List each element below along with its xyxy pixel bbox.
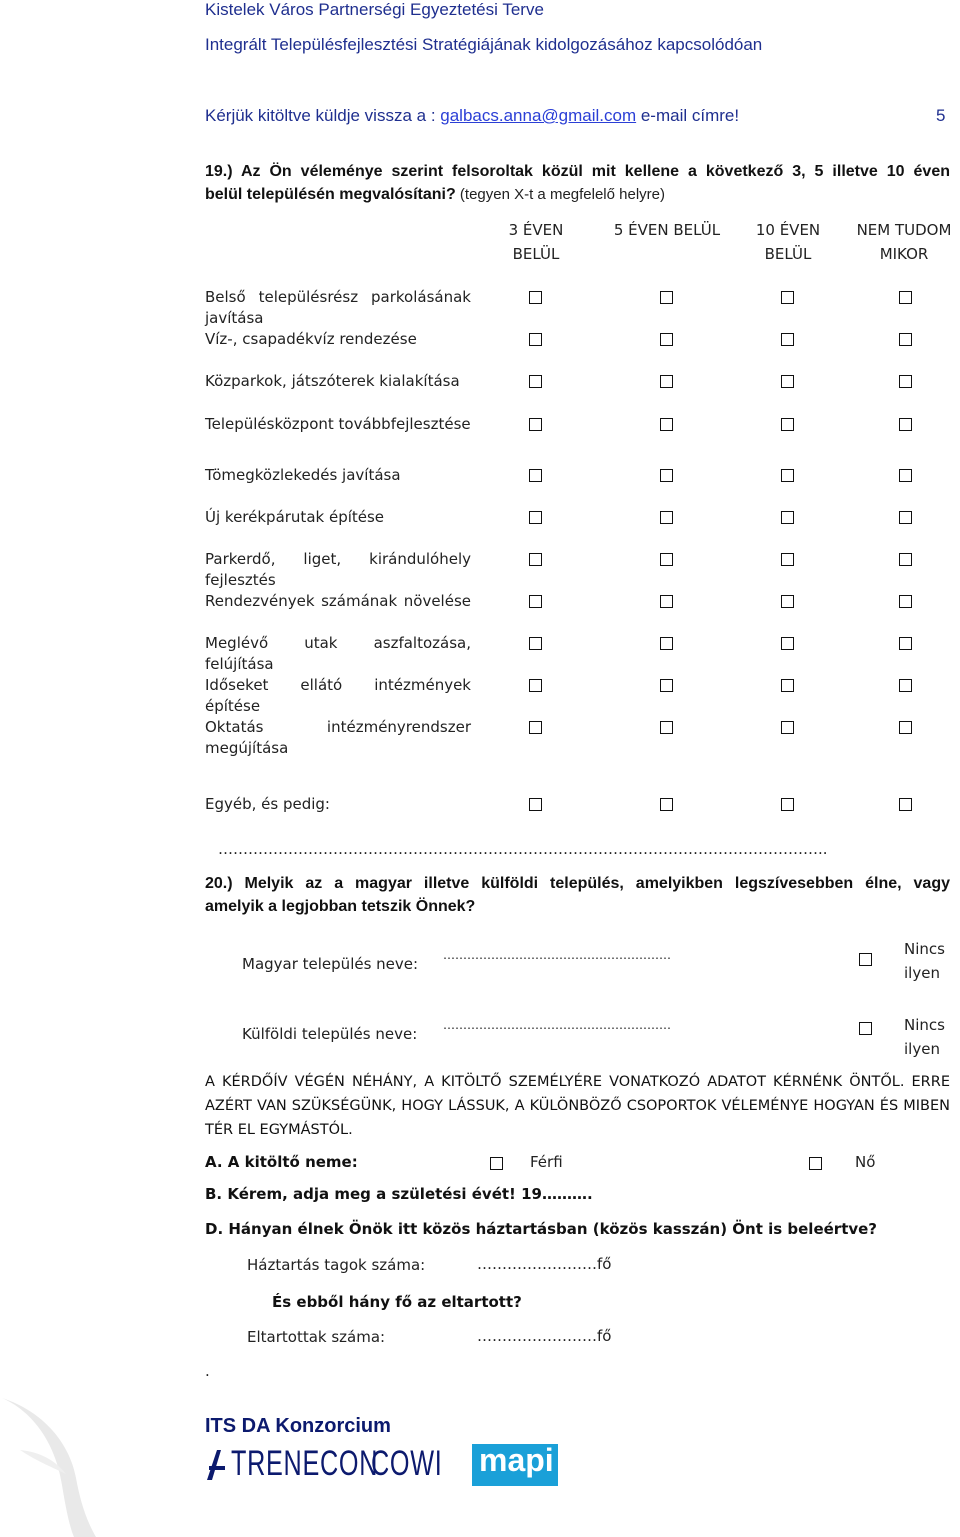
checkbox-elderly-3y[interactable] [529, 679, 542, 692]
checkbox-female[interactable] [809, 1157, 822, 1170]
col-header-unknown-l2: MIKOR [879, 245, 929, 263]
row-label-education: Oktatás intézményrendszer megújítása [205, 718, 471, 757]
page-number: 5 [936, 106, 946, 125]
no-hungarian-l2: ilyen [904, 964, 940, 982]
checkbox-center-5y[interactable] [660, 418, 673, 431]
no-foreign-l1: Nincs [904, 1016, 945, 1034]
checkbox-education-10y[interactable] [781, 721, 794, 734]
trenecon-cowi-logo [205, 1444, 443, 1483]
checkbox-bikepaths-5y[interactable] [660, 511, 673, 524]
household-members-input[interactable]: ……………………fő [477, 1255, 612, 1273]
trenecon-wordmark: TRENECON [231, 1444, 379, 1483]
dependents-input[interactable]: ……………………fő [477, 1327, 612, 1345]
dependents-label: Eltartottak száma: [247, 1328, 386, 1346]
checkbox-other-5y[interactable] [660, 798, 673, 811]
col-header-unknown [848, 218, 960, 266]
row-label-elderly: Időseket ellátó intézmények építése [205, 676, 471, 715]
row-label-roads: Meglévő utak aszfaltozása, felújítása [205, 634, 471, 673]
row-label-bikepaths: Új kerékpárutak építése [205, 508, 385, 526]
checkbox-parks-10y[interactable] [781, 375, 794, 388]
col-header-3 [486, 218, 586, 266]
row-label-forest: Parkerdő, liget, kirándulóhely fejlesztés [205, 550, 471, 589]
q20-line2: amelyik a legjobban tetszik Önnek? [205, 898, 476, 915]
q19-line2-bold: belül településén megvalósítani? [205, 186, 456, 203]
checkbox-roads-3y[interactable] [529, 637, 542, 650]
checkbox-elderly-5y[interactable] [660, 679, 673, 692]
checkbox-forest-10y[interactable] [781, 553, 794, 566]
checkbox-roads-10y[interactable] [781, 637, 794, 650]
checkbox-events-unknown[interactable] [899, 595, 912, 608]
bird-watermark-icon [0, 1390, 110, 1537]
male-label: Férfi [530, 1153, 563, 1171]
checkbox-elderly-10y[interactable] [781, 679, 794, 692]
checkbox-transit-10y[interactable] [781, 469, 794, 482]
checkbox-bikepaths-3y[interactable] [529, 511, 542, 524]
no-foreign-l2: ilyen [904, 1040, 940, 1058]
dependents-question: És ebből hány fő az eltartott? [272, 1293, 522, 1311]
return-instruction [205, 106, 739, 126]
checkbox-events-3y[interactable] [529, 595, 542, 608]
checkbox-water-3y[interactable] [529, 333, 542, 346]
checkbox-roads-unknown[interactable] [899, 637, 912, 650]
row-label-events: Rendezvények számának növelése [205, 592, 471, 610]
row-label-parks: Közparkok, játszóterek kialakítása [205, 372, 460, 390]
checkbox-transit-5y[interactable] [660, 469, 673, 482]
return-prefix: Kérjük kitöltve küldje vissza a : [205, 106, 441, 125]
q19-line1: 19.) Az Ön véleménye szerint felsoroltak közül mit kellene a következő 3, 5 illetve 10 éven [205, 163, 950, 180]
row-label-transit: Tömegközlekedés javítása [205, 466, 401, 484]
no-foreign-label [904, 1013, 945, 1061]
email-link[interactable]: galbacs.anna@gmail.com [440, 106, 637, 125]
checkbox-transit-3y[interactable] [529, 469, 542, 482]
row-label-parking: Belső településrész parkolásának javítása [205, 288, 471, 327]
household-members-label: Háztartás tagok száma: [247, 1256, 426, 1274]
checkbox-education-3y[interactable] [529, 721, 542, 734]
checkbox-events-5y[interactable] [660, 595, 673, 608]
checkbox-education-unknown[interactable] [899, 721, 912, 734]
q20-line1: 20.) Melyik az a magyar illetve külföldi település, amelyikben legszívesebben élne, vagy [205, 875, 950, 892]
row-label-water: Víz-, csapadékvíz rendezése [205, 330, 417, 348]
header-title-line2: Integrált Településfejlesztési Stratégiájának kidolgozásához kapcsolódóan [205, 35, 763, 54]
col-header-5-l1: 5 ÉVEN BELÜL [613, 221, 721, 239]
checkbox-parking-3y[interactable] [529, 291, 542, 304]
hungarian-town-input[interactable]: ………………………………………………… [443, 948, 671, 962]
col-header-10-l1: 10 ÉVEN [755, 221, 821, 239]
q19-instruction: (tegyen X-t a megfelelő helyre) [455, 186, 666, 203]
checkbox-center-10y[interactable] [781, 418, 794, 431]
q19-line2 [205, 183, 950, 206]
no-hungarian-label [904, 937, 945, 985]
checkbox-parks-3y[interactable] [529, 375, 542, 388]
checkbox-bikepaths-unknown[interactable] [899, 511, 912, 524]
gender-label: A. A kitöltő neme: [205, 1153, 358, 1171]
checkbox-center-3y[interactable] [529, 418, 542, 431]
checkbox-water-5y[interactable] [660, 333, 673, 346]
foreign-town-input[interactable]: ………………………………………………… [443, 1018, 671, 1032]
hungarian-town-label: Magyar település neve: [242, 955, 419, 973]
checkbox-education-5y[interactable] [660, 721, 673, 734]
checkbox-other-unknown[interactable] [899, 798, 912, 811]
col-header-10-l2: BELÜL [764, 245, 812, 263]
checkbox-forest-3y[interactable] [529, 553, 542, 566]
checkbox-no-foreign[interactable] [859, 1022, 872, 1035]
mapi-wordmark: mapi [479, 1442, 554, 1478]
checkbox-other-10y[interactable] [781, 798, 794, 811]
checkbox-water-10y[interactable] [781, 333, 794, 346]
checkbox-forest-5y[interactable] [660, 553, 673, 566]
col-header-10 [738, 218, 838, 266]
row-label-other: Egyéb, és pedig: [205, 795, 330, 813]
cowi-wordmark: COWI [371, 1444, 443, 1483]
checkbox-elderly-unknown[interactable] [899, 679, 912, 692]
checkbox-center-unknown[interactable] [899, 418, 912, 431]
checkbox-male[interactable] [490, 1157, 503, 1170]
row-label-center: Településközpont továbbfejlesztése [205, 415, 471, 433]
trenecon-mark-icon [205, 1448, 229, 1482]
checkbox-parks-unknown[interactable] [899, 375, 912, 388]
checkbox-bikepaths-10y[interactable] [781, 511, 794, 524]
checkbox-water-unknown[interactable] [899, 333, 912, 346]
checkbox-transit-unknown[interactable] [899, 469, 912, 482]
col-header-unknown-l1: NEM TUDOM [856, 221, 952, 239]
checkbox-other-3y[interactable] [529, 798, 542, 811]
foreign-town-label: Külföldi település neve: [242, 1025, 418, 1043]
household-question: D. Hányan élnek Önök itt közös háztartásban (közös kasszán) Önt is beleértve? [205, 1220, 878, 1238]
checkbox-parking-10y[interactable] [781, 291, 794, 304]
checkbox-parks-5y[interactable] [660, 375, 673, 388]
other-fill-line[interactable]: ………………………………………………………………………………………………………….. [218, 840, 828, 858]
stray-dot: . [205, 1362, 210, 1380]
col-header-3-l1: 3 ÉVEN [508, 221, 564, 239]
checkbox-no-hungarian[interactable] [859, 953, 872, 966]
col-header-3-l2: BELÜL [512, 245, 560, 263]
no-hungarian-l1: Nincs [904, 940, 945, 958]
checkbox-forest-unknown[interactable] [899, 553, 912, 566]
checkbox-parking-unknown[interactable] [899, 291, 912, 304]
checkbox-roads-5y[interactable] [660, 637, 673, 650]
return-suffix: e-mail címre! [636, 106, 740, 125]
personal-intro: A KÉRDŐÍV VÉGÉN NÉHÁNY, A KITÖLTŐ SZEMÉLYÉRE VONATKOZÓ ADATOT KÉRNÉNK ÖNTŐL. ERRE AZÉRT VAN SZÜKSÉGÜNK, HOGY LÁSSUK, A KÜLÖNBÖZŐ CSOPORTOK VÉLEMÉNYE HOGYAN ÉS MIBEN TÉR EL EGYMÁSTÓL. [205, 1074, 950, 1138]
mapi-logo [472, 1444, 558, 1486]
header-title-line1: Kistelek Város Partnerségi Egyeztetési Terve [205, 0, 544, 19]
female-label: Nő [855, 1153, 876, 1171]
checkbox-parking-5y[interactable] [660, 291, 673, 304]
checkbox-events-10y[interactable] [781, 595, 794, 608]
birth-year-label[interactable]: B. Kérem, adja meg a születési évét! 19………. [205, 1185, 593, 1203]
col-header-5 [602, 218, 732, 242]
consortium-title: ITS DA Konzorcium [205, 1415, 391, 1437]
